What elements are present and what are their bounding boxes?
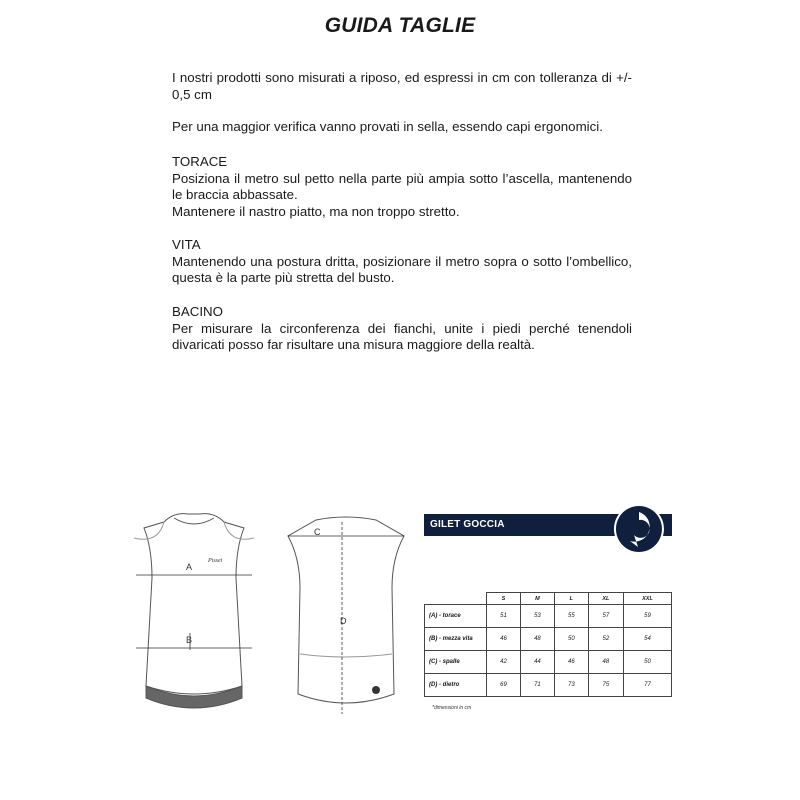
table-cell: 51 — [487, 605, 521, 628]
table-cell: 59 — [623, 605, 671, 628]
section-heading: VITA — [172, 237, 201, 252]
label-b: B — [186, 635, 193, 645]
section-heading: BACINO — [172, 304, 223, 319]
size-header: XXL — [623, 593, 671, 605]
size-header: M — [520, 593, 554, 605]
intro-text — [172, 70, 632, 136]
section-line: Mantenere il nastro piatto, ma non troppo stretto. — [172, 203, 460, 219]
table-row — [425, 628, 672, 651]
table-cell: 71 — [520, 674, 554, 697]
table-cell: 46 — [554, 651, 588, 674]
table-cell: 44 — [520, 651, 554, 674]
table-row — [425, 651, 672, 674]
section-vita — [172, 237, 632, 287]
table-cell: 73 — [554, 674, 588, 697]
table-row — [425, 674, 672, 697]
section-heading: TORACE — [172, 154, 228, 169]
brand-logo-icon — [372, 686, 380, 694]
table-cell: 77 — [623, 674, 671, 697]
label-d: D — [340, 616, 347, 626]
table-cell: 54 — [623, 628, 671, 651]
table-cell: 53 — [520, 605, 554, 628]
size-header: L — [554, 593, 588, 605]
vest-logo-text: Pissei — [208, 558, 223, 564]
table-row — [425, 605, 672, 628]
table-cell: 48 — [588, 651, 623, 674]
row-label: (D) - dietro — [425, 674, 487, 697]
table-cell: 50 — [554, 628, 588, 651]
row-label: (B) - mezza vita — [425, 628, 487, 651]
product-name: GILET GOCCIA — [430, 519, 505, 530]
table-cell: 75 — [588, 674, 623, 697]
vest-front-diagram — [124, 508, 264, 718]
size-header-row — [425, 593, 672, 605]
table-cell: 50 — [623, 651, 671, 674]
row-label: (A) - torace — [425, 605, 487, 628]
table-cell: 42 — [487, 651, 521, 674]
section-line: Mantenendo una postura dritta, posizionare il metro sopra o sotto l’ombellico, questa è la parte più stretta del busto. — [172, 253, 632, 286]
size-header: XL — [588, 593, 623, 605]
section-bacino — [172, 304, 632, 354]
brand-logo-icon — [612, 502, 666, 556]
page-title: GUIDA TAGLIE — [324, 14, 476, 37]
section-line: Posiziona il metro sul petto nella parte più ampia sotto l’ascella, mantenendo le braccia abbassate. — [172, 170, 632, 203]
table-note: *dimensioni in cm — [432, 705, 472, 711]
vest-back-diagram — [280, 508, 412, 722]
intro-paragraph-2: Per una maggior verifica vanno provati in sella, essendo capi ergonomici. — [172, 119, 603, 135]
intro-paragraph-1: I nostri prodotti sono misurati a riposo, ed espressi in cm con tolleranza di +/- 0,5 cm — [172, 70, 632, 102]
table-cell: 46 — [487, 628, 521, 651]
table-cell: 55 — [554, 605, 588, 628]
table-cell: 69 — [487, 674, 521, 697]
row-label: (C) - spalle — [425, 651, 487, 674]
table-cell: 52 — [588, 628, 623, 651]
corner-cell — [425, 593, 487, 605]
size-table — [424, 592, 672, 697]
label-c: C — [314, 527, 321, 537]
table-cell: 57 — [588, 605, 623, 628]
section-torace — [172, 154, 632, 220]
table-cell: 48 — [520, 628, 554, 651]
label-a: A — [186, 562, 193, 572]
section-line: Per misurare la circonferenza dei fianchi, unite i piedi perché tenendoli divaricati posso far risultare una misura maggiore della realtà. — [172, 320, 632, 353]
size-header: S — [487, 593, 521, 605]
